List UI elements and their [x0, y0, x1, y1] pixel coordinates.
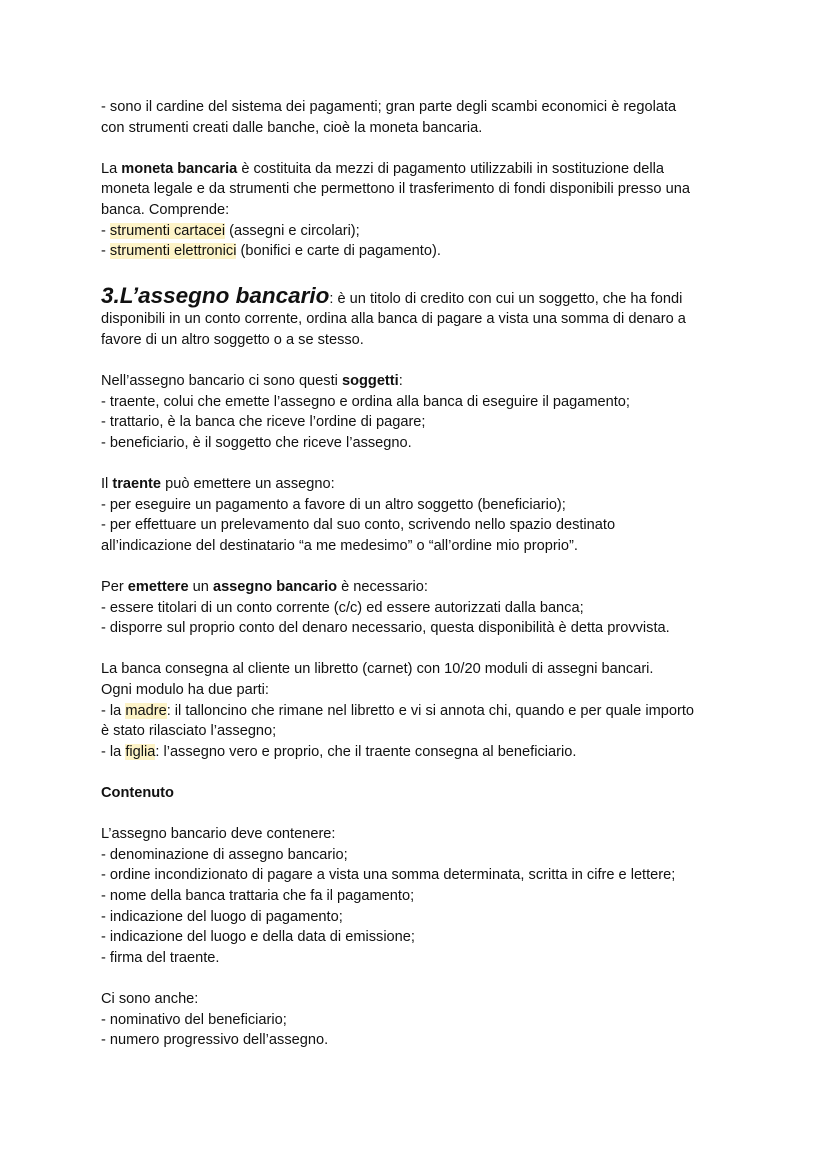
text-run: (bonifici e carte di pagamento).	[236, 243, 441, 260]
text-line: con strumenti creati dalle banche, cioè la moneta bancaria.	[101, 119, 483, 136]
text-line: favore di un altro soggetto o a se stesso.	[101, 331, 364, 348]
text-line: - sono il cardine del sistema dei pagamenti; gran parte degli scambi economici è regolata	[101, 99, 677, 115]
paragraph-spacer	[101, 804, 741, 825]
paragraph-spacer	[101, 762, 741, 783]
text-line	[101, 159, 741, 180]
section-heading: 3.L’assegno bancario	[101, 282, 330, 308]
text-line	[101, 577, 741, 598]
list-item: - indicazione del luogo di pagamento;	[101, 908, 343, 925]
text-run: (assegni e circolari);	[225, 222, 360, 239]
text-line: Ogni modulo ha due parti:	[101, 682, 269, 699]
bold-term-soggetti: soggetti	[341, 373, 399, 390]
text-line: all’indicazione del destinatario “a me medesimo” o “all’ordine mio proprio”.	[101, 537, 578, 554]
paragraph-spacer	[101, 639, 741, 660]
text-line: moneta legale e da strumenti che permettono il trasferimento di fondi disponibili presso una	[101, 181, 690, 198]
list-item: - beneficiario, è il soggetto che riceve l’assegno.	[101, 434, 412, 451]
text-run: può emettere un assegno:	[161, 476, 335, 493]
text-line: Ci sono anche:	[101, 990, 199, 1007]
paragraph-spacer	[101, 351, 741, 372]
text-line: è stato rilasciato l’assegno;	[101, 723, 277, 740]
list-item: - disporre sul proprio conto del denaro necessario, questa disponibilità è detta provvista.	[101, 620, 670, 637]
list-item: - per eseguire un pagamento a favore di un altro soggetto (beneficiario);	[101, 496, 566, 513]
list-item: - ordine incondizionato di pagare a vista una somma determinata, scritta in cifre e lettere;	[101, 867, 676, 884]
highlight-figlia: figlia	[125, 743, 156, 760]
list-item: - per effettuare un prelevamento dal suo conto, scrivendo nello spazio destinato	[101, 517, 616, 534]
list-item: - numero progressivo dell’assegno.	[101, 1032, 329, 1049]
bold-term-traente: traente	[112, 476, 162, 493]
text-run: La	[101, 160, 122, 177]
list-item: - denominazione di assegno bancario;	[101, 846, 348, 863]
paragraph-spacer	[101, 454, 741, 475]
list-item: - nome della banca trattaria che fa il pagamento;	[101, 887, 415, 904]
text-run: : è un titolo di credito con cui un soggetto, che ha fondi	[329, 290, 683, 307]
list-item: - traente, colui che emette l’assegno e ordina alla banca di eseguire il pagamento;	[101, 393, 630, 410]
highlight-strumenti-cartacei: strumenti cartacei	[109, 222, 226, 239]
list-item	[101, 221, 741, 242]
text-run: un	[188, 579, 213, 596]
text-run: -	[101, 222, 110, 239]
bold-term-assegno-bancario: assegno bancario	[212, 579, 338, 596]
list-item	[101, 701, 741, 722]
text-run: Nell’assegno bancario ci sono questi	[101, 373, 342, 390]
list-item: - essere titolari di un conto corrente (c/c) ed essere autorizzati dalla banca;	[101, 599, 584, 616]
section-heading-line	[101, 283, 741, 310]
document-body	[101, 97, 741, 1051]
highlight-madre: madre	[125, 702, 167, 719]
text-run: è costituita da mezzi di pagamento utilizzabili in sostituzione della	[237, 160, 664, 177]
text-run: -	[101, 243, 110, 260]
text-run: è necessario:	[337, 579, 428, 596]
text-line: banca. Comprende:	[101, 201, 230, 218]
text-run: - la	[101, 702, 126, 719]
text-run: Per	[101, 579, 128, 596]
list-item: - firma del traente.	[101, 949, 220, 966]
list-item: - indicazione del luogo e della data di emissione;	[101, 929, 415, 946]
text-run: - la	[101, 743, 126, 760]
subheading-text: Contenuto	[101, 785, 174, 801]
text-line: L’assegno bancario deve contenere:	[101, 826, 336, 843]
text-line	[101, 371, 741, 392]
text-line: disponibili in un conto corrente, ordina alla banca di pagare a vista una somma di denaro a	[101, 311, 686, 328]
text-line	[101, 474, 741, 495]
subheading-contenuto	[101, 783, 741, 804]
paragraph-spacer	[101, 138, 741, 159]
bold-term-emettere: emettere	[127, 579, 189, 596]
paragraph-spacer	[101, 968, 741, 989]
highlight-strumenti-elettronici: strumenti elettronici	[109, 243, 237, 260]
paragraph-spacer	[101, 262, 741, 280]
text-run: Il	[101, 476, 113, 493]
text-run: :	[398, 373, 403, 390]
list-item: - trattario, è la banca che riceve l’ordine di pagare;	[101, 414, 426, 431]
list-item	[101, 742, 741, 763]
list-item: - nominativo del beneficiario;	[101, 1011, 287, 1028]
bold-term-moneta-bancaria: moneta bancaria	[121, 160, 238, 177]
text-run: : il talloncino che rimane nel libretto e vi si annota chi, quando e per quale importo	[166, 702, 695, 719]
paragraph-spacer	[101, 556, 741, 577]
list-item	[101, 241, 741, 262]
text-run: : l’assegno vero e proprio, che il traente consegna al beneficiario.	[155, 743, 577, 760]
text-line: La banca consegna al cliente un libretto (carnet) con 10/20 moduli di assegni bancari.	[101, 661, 654, 678]
